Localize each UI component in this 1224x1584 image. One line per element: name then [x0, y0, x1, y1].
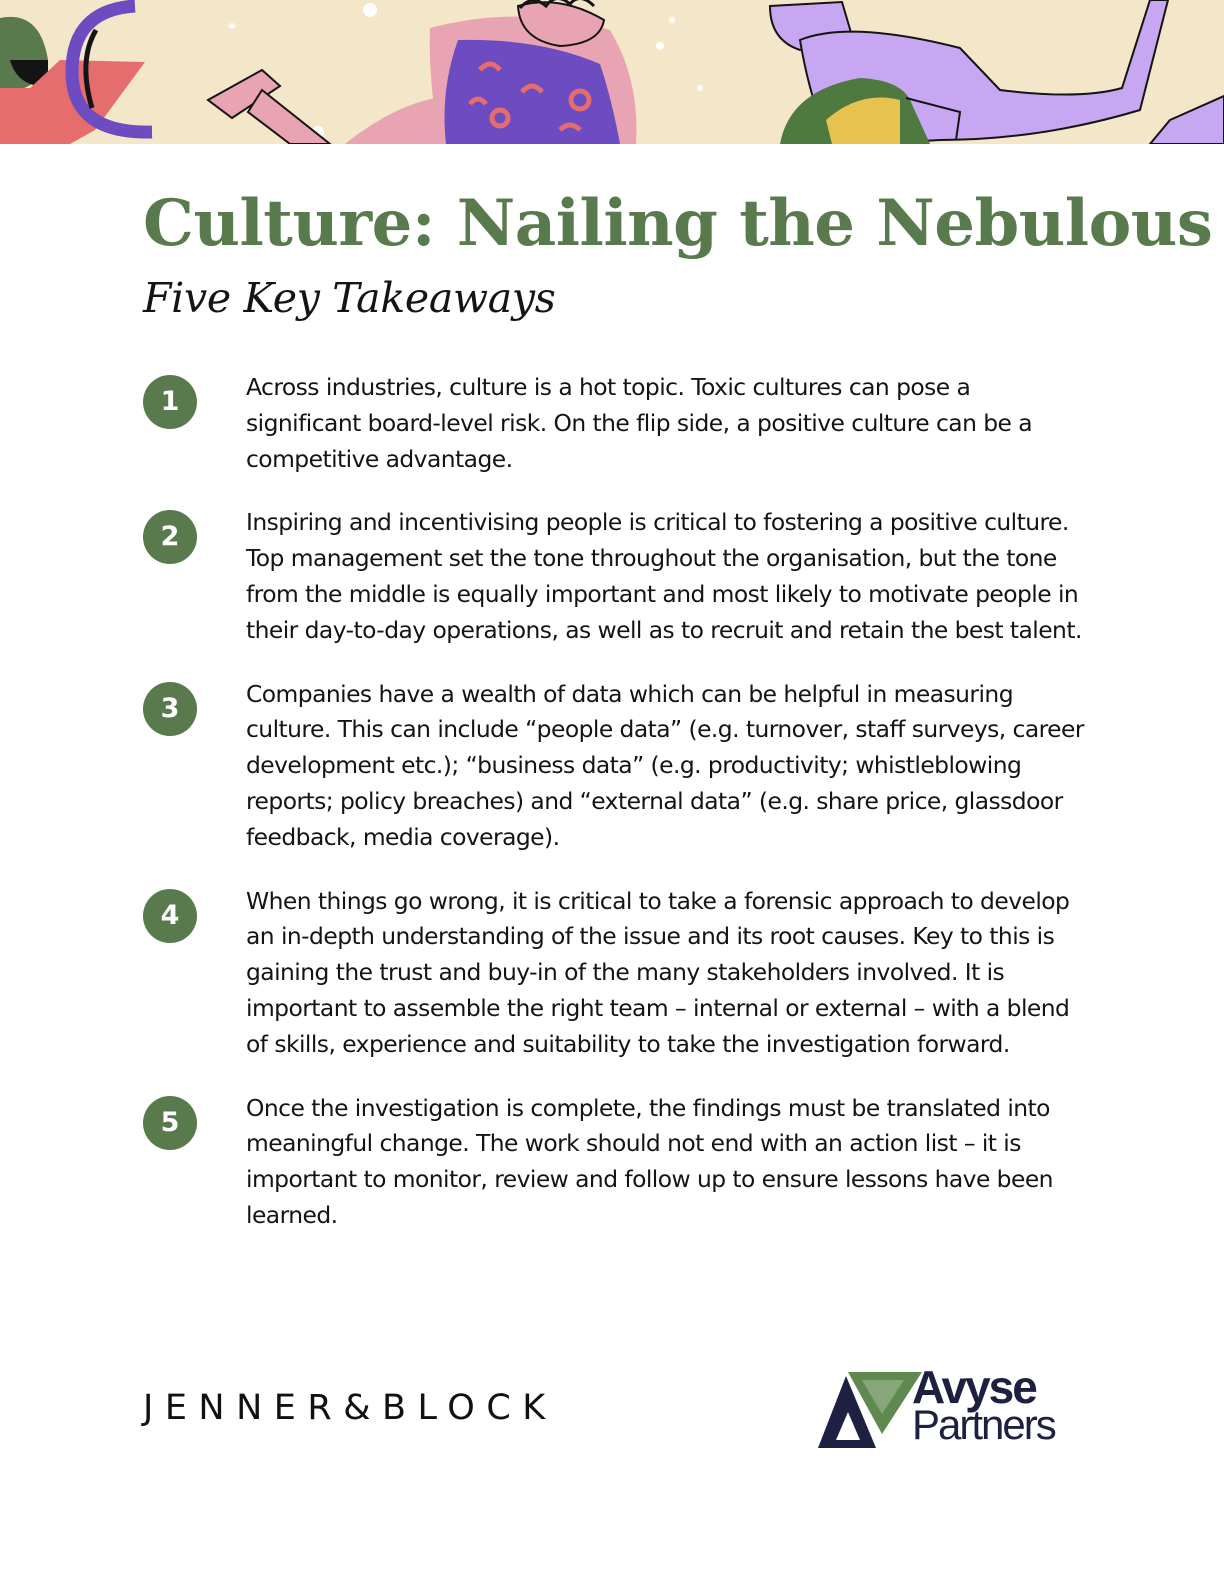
- avyse-logo-line1: Avyse: [912, 1361, 1036, 1413]
- takeaway-item: [143, 677, 1088, 856]
- takeaway-item: [143, 1091, 1088, 1234]
- jenner-block-logo: JENNER&BLOCK: [143, 1388, 557, 1428]
- takeaway-number-badge: 2: [143, 510, 197, 564]
- takeaway-text: Once the investigation is complete, the findings must be translated into meaningful change. The work should not end with an action list – it is important to monitor, review and follow up to ensure lessons have been learned.: [246, 1093, 1053, 1229]
- takeaway-item: [143, 884, 1088, 1063]
- takeaway-text: Companies have a wealth of data which can be helpful in measuring culture. This can include “people data” (e.g. turnover, staff surveys, career development etc.); “business data” (e.g. productivity; whistleblowing reports; policy breaches) and “external data” (e.g. share price, glassdoor feedback, media coverage).: [246, 679, 1084, 851]
- takeaway-number-badge: 1: [143, 375, 197, 429]
- takeaway-number-badge: 3: [143, 682, 197, 736]
- avyse-logo-mark-icon: [818, 1372, 922, 1448]
- page-title: Culture: Nailing the Nebulous: [143, 186, 1213, 261]
- takeaway-number-badge: 5: [143, 1096, 197, 1150]
- page-subtitle: Five Key Takeaways: [143, 274, 556, 322]
- takeaway-item: [143, 370, 1088, 477]
- takeaway-list: [143, 370, 1088, 1262]
- avyse-partners-logo: [818, 1361, 1078, 1452]
- takeaway-text: Across industries, culture is a hot topic. Toxic cultures can pose a significant board-level risk. On the flip side, a positive culture can be a competitive advantage.: [246, 373, 1033, 473]
- takeaway-number-badge: 4: [143, 889, 197, 943]
- takeaway-text: Inspiring and incentivising people is critical to fostering a positive culture. Top management set the tone throughout the organisation, but the tone from the middle is equally important and most likely to motivate people in their day-to-day operations, as well as to recruit and retain the best talent.: [246, 508, 1082, 644]
- takeaway-item: [143, 505, 1088, 648]
- avyse-logo-line2: Partners: [912, 1401, 1055, 1448]
- takeaway-text: When things go wrong, it is critical to take a forensic approach to develop an in-depth understanding of the issue and its root causes. Key to this is gaining the trust and buy-in of the many stakeholders involved. It is important to assemble the right team – internal or external – with a blend of skills, experience and suitability to take the investigation forward.: [246, 886, 1070, 1058]
- banner-illustration: [0, 0, 1224, 144]
